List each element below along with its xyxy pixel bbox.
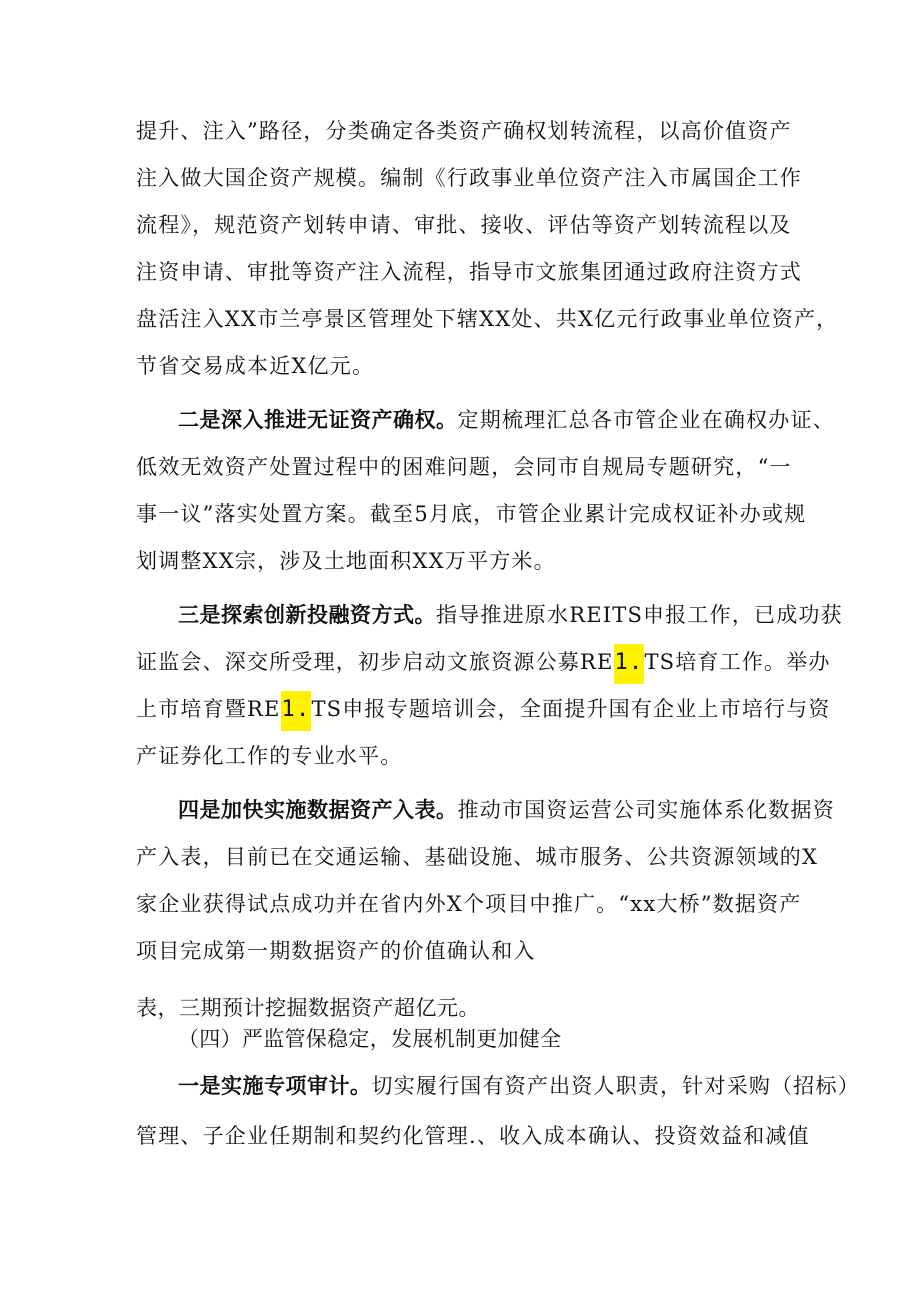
paragraph-text: 切实履行国有资产出资人职责，针对采购（招标）	[371, 1074, 860, 1098]
paragraph-line: 注入做大国企资产规模。编制《行政事业单位资产注入市属国企工作	[136, 166, 802, 190]
paragraph-line	[178, 405, 838, 435]
highlighted-text: 1.	[281, 691, 312, 731]
paragraph-text: 证监会、深交所受理，初步启动文旅资源公募RE	[136, 650, 614, 674]
paragraph-line	[178, 795, 838, 825]
paragraph-line: 家企业获得试点成功并在省内外X个项目中推广。“xx大桥”数据资产	[136, 892, 802, 916]
paragraph-line	[178, 1071, 860, 1101]
paragraph-line: 提升、注入”路径，分类确定各类资产确权划转流程，以高价值资产	[136, 119, 792, 143]
paragraph-lead: 二是深入推进无证资产确权。	[178, 408, 458, 432]
paragraph-text: TS申报专题培训会，全面提升国有企业上市培行与资	[311, 697, 831, 721]
paragraph-line	[136, 647, 831, 677]
section-heading: （四）严监管保稳定，发展机制更加健全	[178, 1027, 562, 1051]
paragraph-line: 事一议”落实处置方案。截至5月底，市管企业累计完成权证补办或规	[136, 502, 807, 526]
paragraph-line: 流程》，规范资产划转申请、审批、接收、评估等资产划转流程以及	[136, 213, 792, 237]
paragraph-lead: 一是实施专项审计。	[178, 1074, 372, 1098]
paragraph-text: 定期梳理汇总各市管企业在确权办证、	[457, 408, 835, 432]
paragraph-text: 上市培育暨RE	[136, 697, 281, 721]
paragraph-text: 指导推进原水REITS申报工作，已成功获	[436, 603, 843, 627]
paragraph-line: 低效无效资产处置过程中的困难问题，会同市自规局专题研究，“一	[136, 455, 792, 479]
paragraph-line: 节省交易成本近X亿元。	[136, 354, 375, 378]
paragraph-lead: 三是探索创新投融资方式。	[178, 603, 436, 627]
paragraph-line: 表，三期预计挖掘数据资产超亿元。	[136, 996, 480, 1020]
paragraph-line: 划调整XX宗，涉及土地面积XX万平方米。	[136, 549, 556, 573]
paragraph-lead: 四是加快实施数据资产入表。	[178, 798, 458, 822]
paragraph-text: 推动市国资运营公司实施体系化数据资	[457, 798, 835, 822]
paragraph-line	[178, 600, 843, 630]
paragraph-text: TS培育工作。举办	[644, 650, 831, 674]
paragraph-line	[136, 694, 831, 724]
paragraph-line: 产入表，目前已在交通运输、基础设施、城市服务、公共资源领域的X	[136, 845, 819, 869]
paragraph-line: 盘活注入XX市兰亭景区管理处下辖XX处、共X亿元行政事业单位资产，	[136, 307, 839, 331]
paragraph-line: 管理、子企业任期制和契约化管理.、收入成本确认、投资效益和减值	[136, 1124, 810, 1148]
paragraph-line: 产证券化工作的专业水平。	[136, 744, 403, 768]
paragraph-line: 项目完成第一期数据资产的价值确认和入	[136, 939, 536, 963]
paragraph-line: 注资申请、审批等资产注入流程，指导市文旅集团通过政府注资方式	[136, 260, 802, 284]
highlighted-text: 1.	[614, 644, 645, 684]
